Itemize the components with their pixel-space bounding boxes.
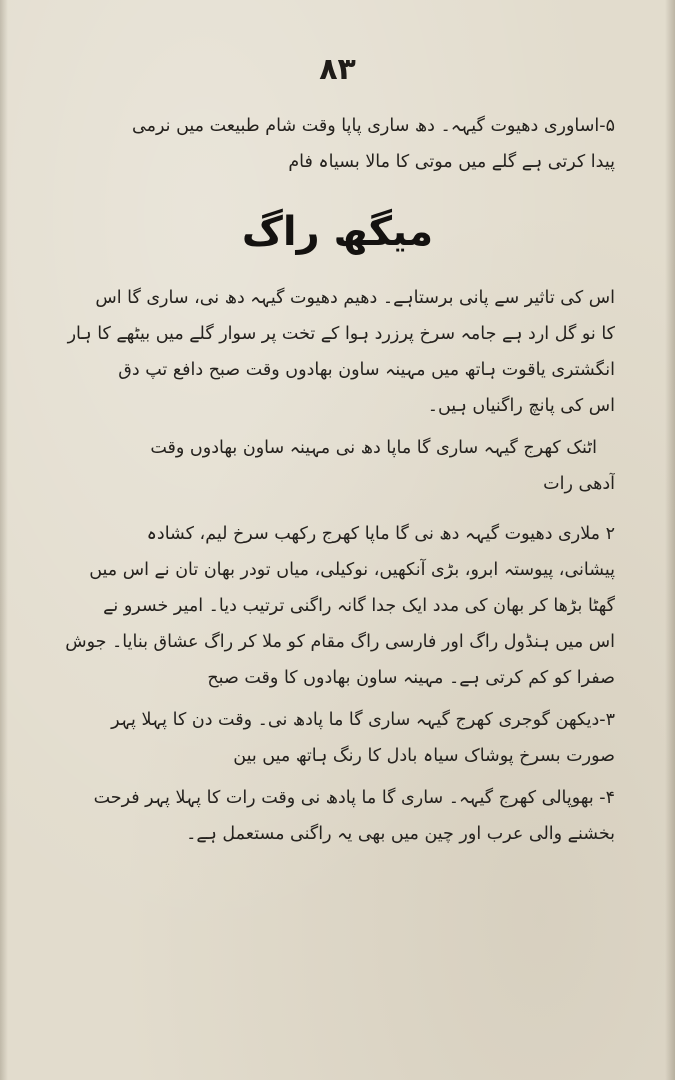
- list-item-4: [60, 780, 615, 852]
- page-content: [60, 108, 615, 852]
- text-line: بخشنے والی عرب اور چین میں بھی یہ راگنی مستعمل ہے۔: [186, 824, 615, 844]
- text-line: اس کی پانچ راگنیاں ہیں۔: [427, 396, 615, 416]
- intro-paragraph: [60, 108, 615, 180]
- text-line: گھٹا بڑھا کر بھان کی مدد ایک جدا گانہ راگنی ترتیب دیا۔ امیر خسرو نے: [103, 596, 615, 616]
- text-line: اس میں ہنڈول راگ اور فارسی راگ مقام کو ملا کر راگ عشاق بنایا۔ جوش: [65, 632, 615, 652]
- text-line: ۴- بھوپالی کھرج گیہہ۔ ساری گا ما پادھ نی وقت رات کا پہلا پہر فرحت: [93, 788, 615, 808]
- list-item-2: [60, 516, 615, 696]
- text-line: صفرا کو کم کرتی ہے۔ مہینہ ساون بھادوں کا وقت صبح: [207, 668, 615, 688]
- text-line: ۲ ملاری دھیوت گیہہ دھ نی گا ماپا کھرج رکھب سرخ لیم، کشادہ: [146, 524, 615, 544]
- text-line: پیدا کرتی ہے گلے میں موتی کا مالا بسیاہ فام: [288, 152, 615, 172]
- text-line: اس کی تاثیر سے پانی برستاہے۔ دھیم دھیوت گیہہ دھ نی، ساری گا اس: [95, 288, 615, 308]
- text-line: صورت بسرخ پوشاک سیاہ بادل کا رنگ ہاتھ میں بین: [233, 746, 615, 766]
- body-paragraph: [60, 280, 615, 424]
- section-heading: میگھ راگ: [241, 209, 434, 255]
- list-item-1: [60, 430, 615, 502]
- text-line: ۵-اساوری دھیوت گیہہ۔ دھ ساری پاپا وقت شام طبیعت میں نرمی: [132, 116, 615, 136]
- page-edge-shadow-right: [665, 0, 675, 1080]
- text-line: کا نو گل ارد ہے جامہ سرخ پرزرد ہوا کے تخت پر سوار گلے میں بیٹھے کا ہار: [67, 324, 615, 344]
- text-line: ۳-دیکھن گوجری کھرج گیہہ ساری گا ما پادھ نی۔ وقت دن کا پہلا پہر: [111, 710, 615, 730]
- page-number: ۸۳: [319, 52, 356, 87]
- page-edge-shadow-left: [0, 0, 8, 1080]
- text-line: اٹنک کھرج گیہہ ساری گا ماپا دھ نی مہینہ ساون بھادوں وقت: [150, 438, 597, 458]
- text-line: آدھی رات: [543, 474, 615, 494]
- text-line: پیشانی، پیوستہ ابرو، بڑی آنکھیں، نوکیلی، میاں تودر بھان تان نے اس میں: [89, 560, 615, 580]
- list-item-3: [60, 702, 615, 774]
- text-line: انگشتری یاقوت ہاتھ میں مہینہ ساون بھادوں وقت صبح دافع تپ دق: [118, 360, 615, 380]
